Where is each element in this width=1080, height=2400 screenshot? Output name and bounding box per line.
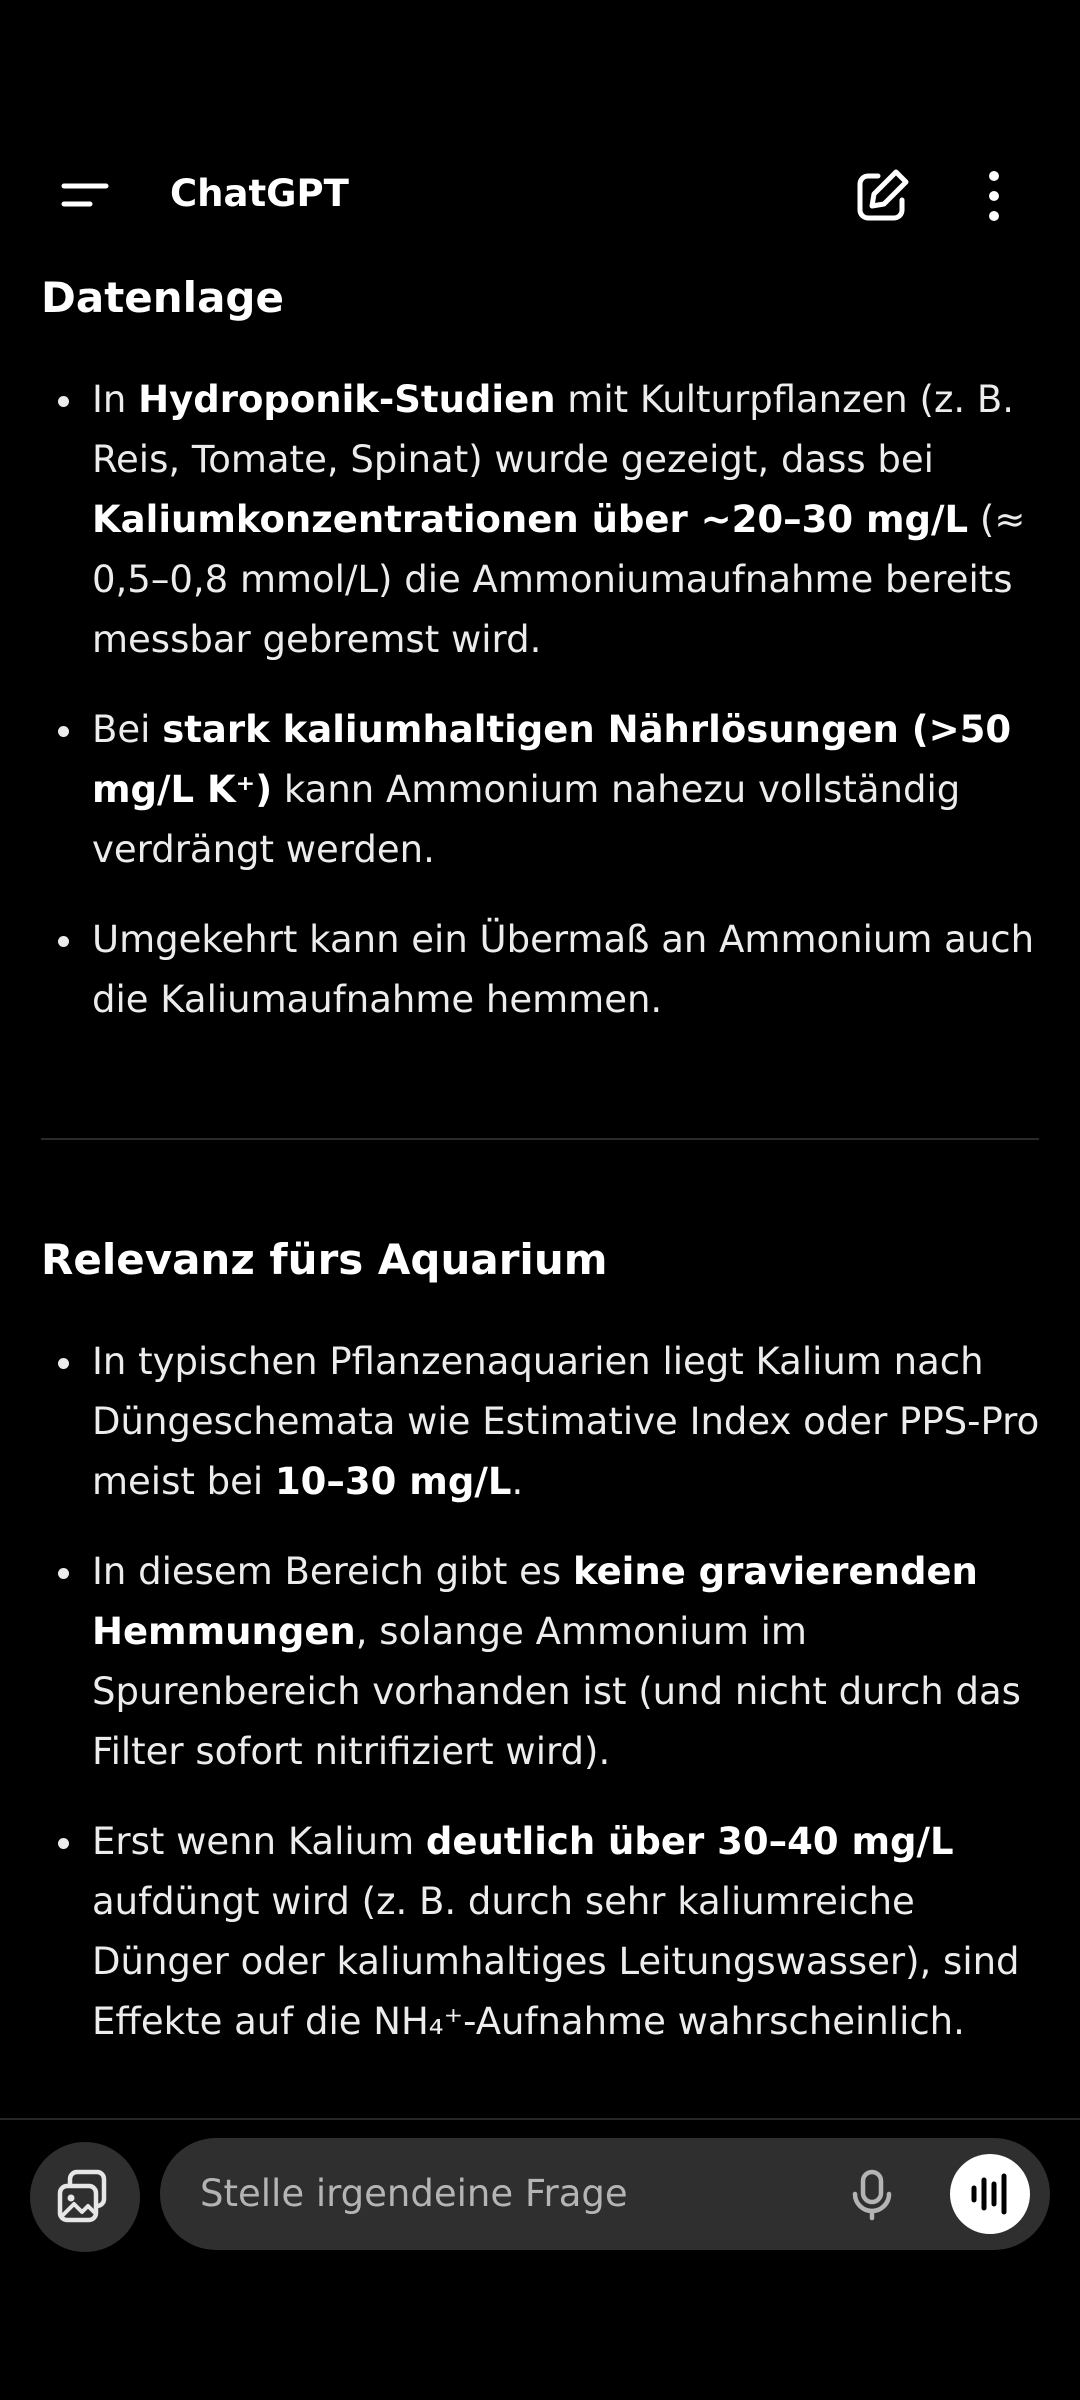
list-item: Erst wenn Kalium deutlich über 30–40 mg/L aufdüngt wird (z. B. durch sehr kaliumreiche Dünger oder kaliumhaltiges Leitungswasser), sind Effekte auf die NH₄⁺-Aufnahme wahrscheinlich. xyxy=(0,1812,1080,2052)
app-title: ChatGPT xyxy=(170,172,349,215)
hamburger-menu-icon xyxy=(54,164,118,228)
message-input-placeholder: Stelle irgendeine Frage xyxy=(200,2172,628,2215)
list-item: Umgekehrt kann ein Übermaß an Ammonium auch die Kaliumaufnahme hemmen. xyxy=(0,910,1080,1030)
chat-response xyxy=(0,270,1080,2118)
attach-image-button[interactable] xyxy=(30,2142,140,2252)
section-heading-relevanz: Relevanz fürs Aquarium xyxy=(41,1235,608,1284)
top-bar xyxy=(0,0,1080,270)
list-item: Bei stark kaliumhaltigen Nährlösungen (>50 mg/L K⁺) kann Ammonium nahezu vollständig verdrängt werden. xyxy=(0,700,1080,880)
new-chat-button[interactable] xyxy=(850,164,914,228)
message-input[interactable] xyxy=(160,2138,1050,2250)
section-heading-datenlage: Datenlage xyxy=(41,273,284,322)
menu-button[interactable] xyxy=(54,164,118,228)
vertical-dots-icon xyxy=(962,164,1026,228)
section-divider xyxy=(41,1138,1039,1140)
voice-waveform-icon xyxy=(950,2154,1030,2234)
bullet-list-datenlage xyxy=(0,370,1080,1060)
image-attach-icon xyxy=(30,2142,140,2252)
voice-mode-button[interactable] xyxy=(950,2154,1030,2234)
bullet-list-relevanz xyxy=(0,1332,1080,2082)
edit-pencil-icon xyxy=(850,164,914,228)
list-item: In diesem Bereich gibt es keine gravierenden Hemmungen, solange Ammonium im Spurenbereich vorhanden ist (und nicht durch das Filter sofort nitrifiziert wird). xyxy=(0,1542,1080,1782)
dictate-button[interactable] xyxy=(840,2162,904,2226)
microphone-icon xyxy=(840,2162,904,2226)
list-item: In Hydroponik-Studien mit Kulturpflanzen (z. B. Reis, Tomate, Spinat) wurde gezeigt, dass bei Kaliumkonzentrationen über ~20–30 mg/L (≈ 0,5–0,8 mmol/L) die Ammoniumaufnahme bereits messbar gebremst wird. xyxy=(0,370,1080,670)
list-item: In typischen Pflanzenaquarien liegt Kalium nach Düngeschemata wie Estimative Index oder PPS-Pro meist bei 10–30 mg/L. xyxy=(0,1332,1080,1512)
composer-bar xyxy=(0,2120,1080,2400)
more-options-button[interactable] xyxy=(962,164,1026,228)
